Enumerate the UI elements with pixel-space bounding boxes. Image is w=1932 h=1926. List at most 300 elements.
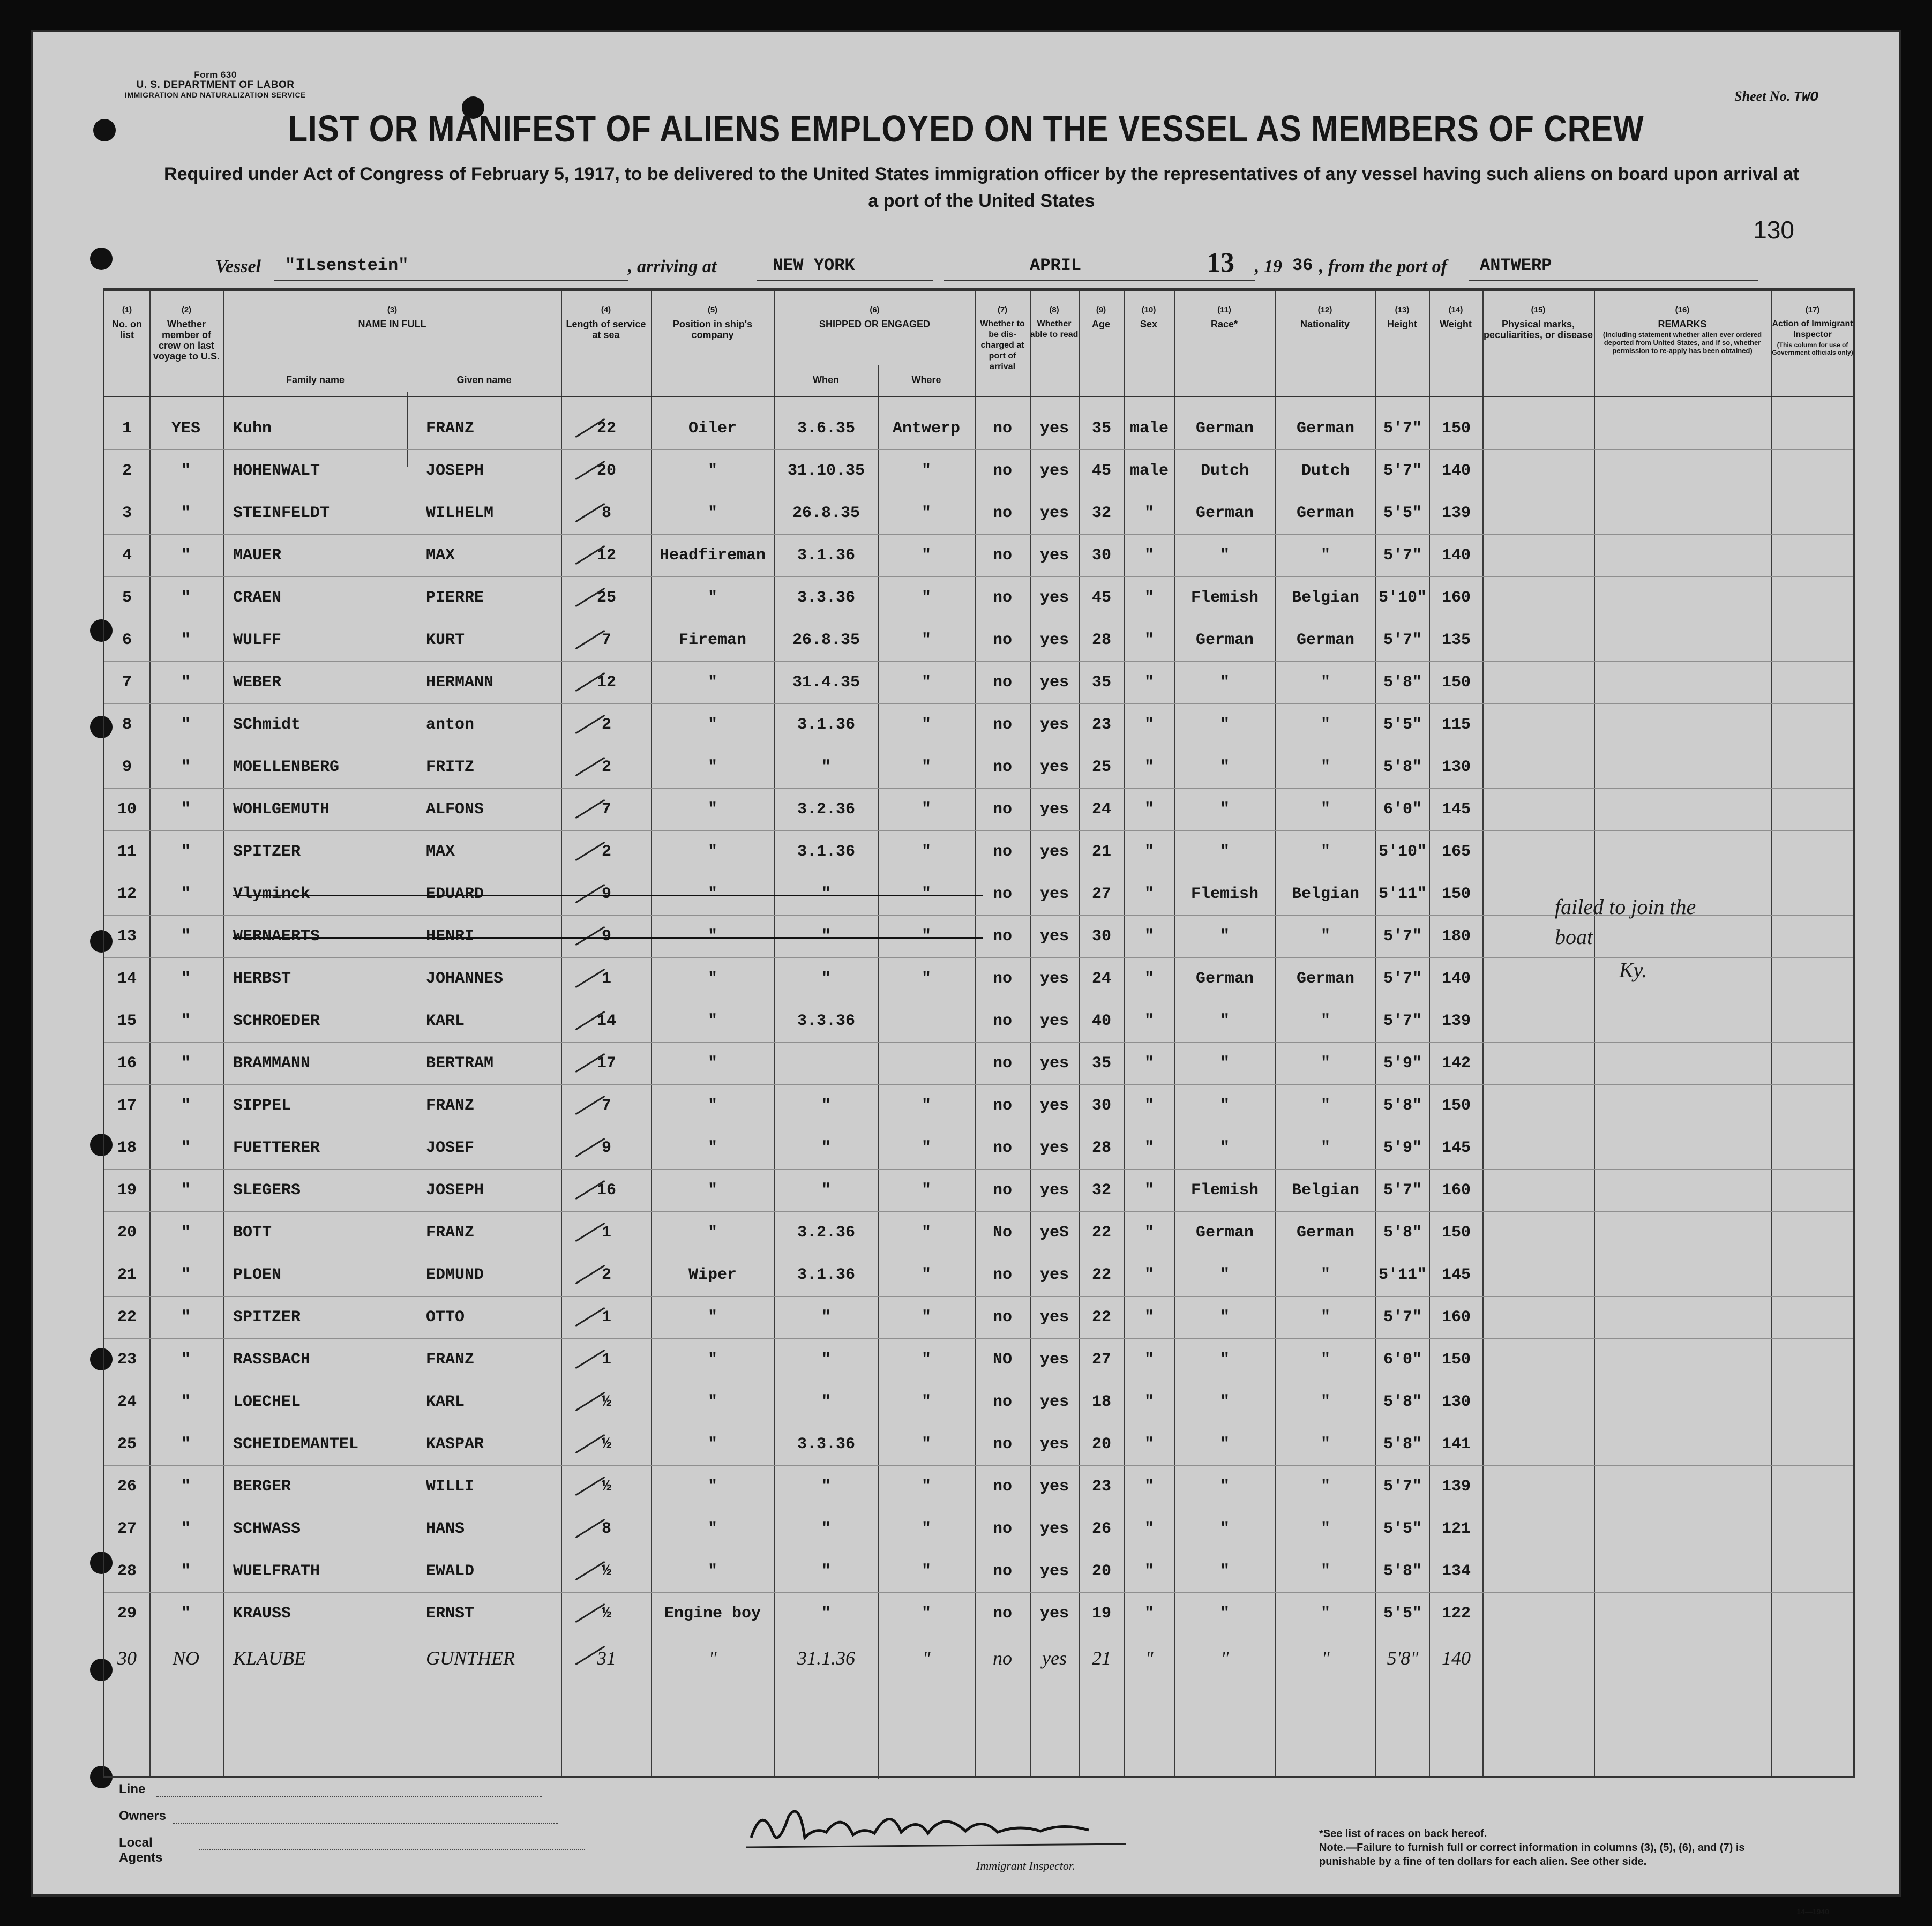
row-family-name: CRAEN (233, 589, 282, 607)
row-shipped-when: " (821, 1562, 831, 1580)
row-nationality: " (1320, 1054, 1330, 1073)
row-weight: 141 (1441, 1435, 1471, 1453)
row-nationality: " (1320, 716, 1330, 734)
row-able-to-read: yes (1039, 970, 1069, 988)
row-shipped-when: " (821, 758, 831, 776)
row-previous-voyage: " (181, 1139, 191, 1157)
arriving-port: NEW YORK (773, 256, 855, 275)
row-position: " (707, 1224, 717, 1242)
row-discharged: no (992, 631, 1012, 649)
row-able-to-read: yes (1039, 758, 1069, 776)
row-able-to-read: yes (1039, 1097, 1069, 1115)
row-age: 35 (1091, 673, 1111, 692)
row-race: " (1219, 1351, 1230, 1369)
row-shipped-when: " (821, 1308, 831, 1327)
row-able-to-read: yes (1039, 800, 1069, 819)
row-weight: 139 (1441, 504, 1471, 522)
row-given-name: EDUARD (426, 885, 484, 903)
row-nationality: Belgian (1291, 589, 1360, 607)
arriving-label: , arriving at (628, 257, 717, 276)
row-race: " (1219, 1054, 1230, 1073)
row-number: 14 (117, 970, 137, 988)
row-previous-voyage: " (181, 1224, 191, 1242)
row-length-of-service: 9 (601, 885, 611, 903)
row-given-name: JOSEPH (426, 462, 484, 480)
row-length-of-service: 16 (596, 1181, 616, 1200)
col-header-length: (4) Length of service at sea (566, 305, 646, 340)
row-length-of-service: 9 (601, 1139, 611, 1157)
row-given-name: FRITZ (426, 758, 475, 776)
row-discharged: No (992, 1224, 1012, 1242)
row-nationality: " (1320, 1435, 1330, 1453)
row-shipped-where: " (921, 1435, 931, 1453)
row-number: 9 (122, 758, 132, 776)
row-number: 4 (122, 546, 132, 565)
row-number: 3 (122, 504, 132, 522)
row-sex: " (1144, 927, 1154, 946)
row-shipped-when: 3.1.36 (797, 546, 856, 565)
row-shipped-when: " (821, 970, 831, 988)
row-length-of-service: 1 (601, 1351, 611, 1369)
form-number: Form 630 (194, 70, 237, 80)
row-shipped-when: " (821, 1520, 831, 1538)
row-weight: 145 (1441, 1266, 1471, 1284)
row-sex: male (1129, 419, 1169, 438)
row-number: 21 (117, 1266, 137, 1284)
row-nationality: " (1320, 1562, 1330, 1580)
row-age: 35 (1091, 419, 1111, 438)
row-age: 27 (1091, 885, 1111, 903)
sheet-number (1734, 88, 1818, 105)
row-discharged: no (992, 1435, 1012, 1453)
row-previous-voyage: " (181, 1435, 191, 1453)
row-family-name: SCHEIDEMANTEL (233, 1435, 359, 1453)
row-discharged: no (992, 673, 1012, 692)
row-family-name: HOHENWALT (233, 462, 320, 480)
row-previous-voyage: " (181, 1520, 191, 1538)
row-position: " (707, 462, 717, 480)
row-weight: 150 (1441, 885, 1471, 903)
row-height: 5'8" (1383, 1435, 1422, 1453)
arrival-year: 36 (1292, 256, 1313, 275)
row-weight: 140 (1441, 462, 1471, 480)
row-sex: " (1144, 1605, 1154, 1623)
row-previous-voyage: " (181, 758, 191, 776)
row-shipped-where: " (921, 589, 931, 607)
row-shipped-when: 3.3.36 (797, 1012, 856, 1030)
row-previous-voyage: " (181, 546, 191, 565)
row-family-name: STEINFELDT (233, 504, 330, 522)
row-given-name: JOSEPH (426, 1181, 484, 1200)
row-given-name: ALFONS (426, 800, 484, 819)
row-discharged: no (992, 1562, 1012, 1580)
row-length-of-service: ½ (601, 1393, 611, 1411)
row-nationality: " (1320, 1097, 1330, 1115)
row-previous-voyage: " (181, 1012, 191, 1030)
row-given-name: EWALD (426, 1562, 475, 1580)
row-shipped-where: " (921, 1562, 931, 1580)
row-given-name: FRANZ (426, 1351, 475, 1369)
row-sex: " (1144, 504, 1154, 522)
row-discharged: no (992, 546, 1012, 565)
row-position: " (707, 1435, 717, 1453)
row-nationality: " (1320, 673, 1330, 692)
row-position: Headfireman (659, 546, 766, 565)
row-age: 21 (1091, 843, 1111, 861)
row-number: 26 (117, 1478, 137, 1496)
race-note: *See list of races on back hereof. (1319, 1828, 1487, 1840)
row-given-name: KASPAR (426, 1435, 484, 1453)
row-previous-voyage: " (181, 673, 191, 692)
row-given-name: FRANZ (426, 1224, 475, 1242)
table-row (104, 1635, 1853, 1677)
action-column-note: (This column for use of Government officials only) (1772, 341, 1853, 356)
row-position: " (707, 1139, 717, 1157)
row-length-of-service: 22 (596, 419, 616, 438)
row-discharged: no (992, 1478, 1012, 1496)
row-position: " (707, 1012, 717, 1030)
row-height: 5'7" (1383, 1478, 1422, 1496)
local-agents-label: Local Agents (119, 1835, 163, 1865)
row-weight: 150 (1441, 1097, 1471, 1115)
remarks-initials: Ky. (1619, 958, 1648, 982)
row-length-of-service: 17 (596, 1054, 616, 1073)
row-race: German (1195, 970, 1254, 988)
row-shipped-when: 3.3.36 (797, 1435, 856, 1453)
crew-table (103, 288, 1855, 1778)
row-family-name: PLOEN (233, 1266, 282, 1284)
row-nationality: " (1320, 800, 1330, 819)
from-label: , from the port of (1319, 257, 1447, 276)
row-age: 30 (1091, 546, 1111, 565)
row-sex: " (1144, 1139, 1154, 1157)
row-race: " (1220, 1647, 1229, 1669)
row-previous-voyage: " (181, 885, 191, 903)
row-sex: " (1144, 1308, 1154, 1327)
row-discharged: no (992, 1054, 1012, 1073)
row-position: Wiper (688, 1266, 737, 1284)
row-nationality: " (1320, 1605, 1330, 1623)
row-number: 7 (122, 673, 132, 692)
row-nationality: " (1320, 843, 1330, 861)
remarks-note (1555, 892, 1726, 985)
row-sex: " (1144, 1012, 1154, 1030)
row-position: Fireman (678, 631, 747, 649)
row-discharged: no (992, 843, 1012, 861)
row-shipped-where: " (921, 1605, 931, 1623)
row-age: 20 (1091, 1435, 1111, 1453)
row-given-name: ERNST (426, 1605, 475, 1623)
row-height: 5'10" (1378, 589, 1427, 607)
row-weight: 160 (1441, 1181, 1471, 1200)
table-row (104, 1550, 1853, 1592)
col-header-action: (17) Action of Immigrant Inspector (This column for use of Government officials only) (1771, 305, 1854, 356)
row-able-to-read: yes (1039, 1181, 1069, 1200)
row-weight: 145 (1441, 800, 1471, 819)
row-discharged: no (992, 1520, 1012, 1538)
row-sex: " (1144, 970, 1154, 988)
row-length-of-service: 20 (596, 462, 616, 480)
row-discharged: no (992, 927, 1012, 946)
row-number: 16 (117, 1054, 137, 1073)
row-shipped-when: " (821, 1478, 831, 1496)
footer-notes (1319, 1827, 1801, 1869)
row-family-name: SPITZER (233, 843, 301, 861)
strikethrough-line (233, 937, 983, 939)
from-port: ANTWERP (1480, 256, 1552, 275)
row-shipped-when: 26.8.35 (792, 631, 860, 649)
row-shipped-when: 3.2.36 (797, 1224, 856, 1242)
row-nationality: " (1320, 1478, 1330, 1496)
row-length-of-service: 1 (601, 1308, 611, 1327)
row-number: 23 (117, 1351, 137, 1369)
row-shipped-when: " (821, 927, 831, 946)
col-header-nationality: (12) Nationality (1300, 305, 1350, 329)
row-race: " (1219, 1012, 1230, 1030)
row-given-name: KARL (426, 1012, 465, 1030)
row-nationality: German (1296, 970, 1355, 988)
row-previous-voyage: " (181, 1308, 191, 1327)
row-family-name: SCHROEDER (233, 1012, 320, 1030)
manifest-sheet (31, 30, 1901, 1916)
row-age: 25 (1091, 758, 1111, 776)
row-nationality: German (1296, 1224, 1355, 1242)
row-nationality: " (1321, 1647, 1330, 1669)
sheet-number-label: Sheet No. (1734, 88, 1791, 104)
row-family-name: WOHLGEMUTH (233, 800, 330, 819)
row-able-to-read: yes (1039, 1520, 1069, 1538)
row-nationality: " (1320, 546, 1330, 565)
row-given-name: KARL (426, 1393, 465, 1411)
row-race: Flemish (1190, 1181, 1259, 1200)
row-age: 26 (1091, 1520, 1111, 1538)
arrival-day: 13 (1207, 248, 1234, 278)
row-race: " (1219, 1393, 1230, 1411)
row-height: 5'8" (1383, 673, 1422, 692)
row-race: " (1219, 1478, 1230, 1496)
row-shipped-where: " (921, 758, 931, 776)
row-shipped-when: " (821, 1181, 831, 1200)
row-shipped-where: " (922, 1647, 931, 1669)
row-number: 19 (117, 1181, 137, 1200)
row-discharged: NO (992, 1351, 1012, 1369)
col-header-height: (13) Height (1387, 305, 1417, 329)
row-age: 28 (1091, 1139, 1111, 1157)
col-header-name: (3) NAME IN FULL (358, 305, 426, 329)
inspector-label: Immigrant Inspector. (976, 1859, 1075, 1872)
row-sex: " (1144, 1435, 1154, 1453)
row-nationality: German (1296, 419, 1355, 438)
row-weight: 150 (1441, 673, 1471, 692)
row-nationality: Dutch (1301, 462, 1350, 480)
row-previous-voyage: " (181, 1478, 191, 1496)
page-number: 130 (1753, 216, 1794, 244)
row-weight: 139 (1441, 1478, 1471, 1496)
row-sex: " (1144, 1351, 1154, 1369)
row-family-name: BRAMMANN (233, 1054, 311, 1073)
row-number: 28 (117, 1562, 137, 1580)
row-able-to-read: yes (1039, 589, 1069, 607)
row-family-name: SIPPEL (233, 1097, 291, 1115)
row-able-to-read: yes (1039, 1351, 1069, 1369)
row-position: " (707, 970, 717, 988)
row-shipped-where: " (921, 1308, 931, 1327)
table-row (104, 1381, 1853, 1423)
row-family-name: LOECHEL (233, 1393, 301, 1411)
row-length-of-service: ½ (601, 1435, 611, 1453)
row-discharged: no (992, 1181, 1012, 1200)
row-age: 22 (1091, 1308, 1111, 1327)
row-nationality: " (1320, 1308, 1330, 1327)
row-sex: " (1144, 885, 1154, 903)
row-position: " (707, 673, 717, 692)
row-height: 5'5" (1383, 504, 1422, 522)
col-header-prev: (2) Whether member of crew on last voyage to U.S. (153, 305, 220, 362)
row-height: 5'9" (1383, 1054, 1422, 1073)
row-shipped-where: " (921, 1139, 931, 1157)
row-discharged: no (992, 1266, 1012, 1284)
row-length-of-service: 12 (596, 546, 616, 565)
row-height: 5'11" (1378, 1266, 1427, 1284)
table-row (104, 704, 1853, 746)
row-height: 5'7" (1383, 927, 1422, 946)
table-row (104, 1212, 1853, 1254)
row-weight: 150 (1441, 1224, 1471, 1242)
row-able-to-read: yes (1042, 1647, 1067, 1669)
row-family-name: BOTT (233, 1224, 272, 1242)
row-shipped-when: 31.1.36 (797, 1647, 855, 1669)
table-row (104, 1254, 1853, 1296)
page-title: LIST OR MANIFEST OF ALIENS EMPLOYED ON THE VESSEL AS MEMBERS OF CREW (288, 108, 1644, 149)
row-race: " (1219, 1562, 1230, 1580)
vessel-name: "ILsenstein" (285, 256, 409, 275)
row-number: 15 (117, 1012, 137, 1030)
row-number: 12 (117, 885, 137, 903)
subheader-given-name: Given name (456, 374, 512, 385)
row-weight: 139 (1441, 1012, 1471, 1030)
row-weight: 180 (1441, 927, 1471, 946)
row-length-of-service: ½ (601, 1478, 611, 1496)
row-discharged: no (992, 800, 1012, 819)
row-sex: " (1144, 546, 1154, 565)
row-previous-voyage: " (181, 462, 191, 480)
subheader-when: When (813, 374, 839, 385)
col-header-weight: (14) Weight (1440, 305, 1472, 329)
row-family-name: WUELFRATH (233, 1562, 320, 1580)
penalty-note: Note.—Failure to furnish full or correct information in columns (3), (5), (6), and (7) is punishable by a fine of ten dollars for each alien. See other side. (1319, 1842, 1745, 1868)
row-shipped-when: " (821, 1605, 831, 1623)
row-shipped-where: " (921, 1181, 931, 1200)
table-row (104, 831, 1853, 873)
row-race: German (1195, 1224, 1254, 1242)
row-nationality: " (1320, 1012, 1330, 1030)
row-able-to-read: yes (1039, 1266, 1069, 1284)
col-header-race: (11) Race* (1210, 305, 1238, 329)
row-length-of-service: 2 (601, 1266, 611, 1284)
row-family-name: KRAUSS (233, 1605, 291, 1623)
row-length-of-service: 25 (596, 589, 616, 607)
row-race: " (1219, 716, 1230, 734)
table-row (104, 746, 1853, 788)
row-previous-voyage: " (181, 1393, 191, 1411)
row-position: Oiler (688, 419, 737, 438)
row-previous-voyage: " (181, 1097, 191, 1115)
row-able-to-read: yes (1039, 1478, 1069, 1496)
row-height: 5'11" (1378, 885, 1427, 903)
row-race: " (1219, 1139, 1230, 1157)
row-shipped-where: " (921, 800, 931, 819)
row-race: " (1219, 1097, 1230, 1115)
table-row (104, 535, 1853, 576)
row-previous-voyage: " (181, 631, 191, 649)
row-age: 21 (1092, 1647, 1111, 1669)
row-family-name: Kuhn (233, 419, 272, 438)
row-able-to-read: yes (1039, 843, 1069, 861)
table-row (104, 1127, 1853, 1169)
row-number: 6 (122, 631, 132, 649)
row-discharged: no (992, 1139, 1012, 1157)
row-previous-voyage: NO (172, 1647, 199, 1669)
row-previous-voyage: " (181, 1605, 191, 1623)
row-position: " (707, 1562, 717, 1580)
row-age: 23 (1091, 716, 1111, 734)
row-shipped-where: Antwerp (892, 419, 961, 438)
row-weight: 130 (1441, 758, 1471, 776)
row-position: " (707, 1351, 717, 1369)
row-given-name: PIERRE (426, 589, 484, 607)
row-given-name: FRANZ (426, 419, 475, 438)
row-discharged: no (992, 589, 1012, 607)
row-discharged: no (992, 419, 1012, 438)
row-shipped-when: " (821, 885, 831, 903)
row-weight: 121 (1441, 1520, 1471, 1538)
sheet-number-value: TWO (1793, 89, 1818, 105)
row-sex: " (1144, 1393, 1154, 1411)
table-row (104, 1466, 1853, 1508)
row-shipped-when: 31.4.35 (792, 673, 860, 692)
row-position: " (707, 589, 717, 607)
row-shipped-where: " (921, 1266, 931, 1284)
row-shipped-when: " (821, 1351, 831, 1369)
row-able-to-read: yes (1039, 1393, 1069, 1411)
row-age: 30 (1091, 927, 1111, 946)
row-length-of-service: 2 (601, 758, 611, 776)
owners-label: Owners (119, 1809, 167, 1823)
table-row (104, 1000, 1853, 1042)
row-weight: 140 (1441, 970, 1471, 988)
row-race: " (1219, 546, 1230, 565)
row-length-of-service: 7 (601, 631, 611, 649)
row-given-name: FRANZ (426, 1097, 475, 1115)
row-shipped-where: " (921, 462, 931, 480)
row-position: Engine boy (664, 1605, 761, 1623)
row-height: 5'7" (1383, 546, 1422, 565)
row-able-to-read: yes (1039, 1562, 1069, 1580)
row-sex: " (1144, 1562, 1154, 1580)
table-row (104, 1085, 1853, 1127)
row-number: 10 (117, 800, 137, 819)
row-race: Flemish (1190, 885, 1259, 903)
form-department: U. S. DEPARTMENT OF LABOR (136, 79, 295, 91)
page-subtitle: Required under Act of Congress of February 5, 1917, to be delivered to the United States immigration officer by the representatives of any vessel having such aliens on board upon arrival at a port of the United States (164, 164, 1799, 211)
row-nationality: " (1320, 1351, 1330, 1369)
form-heading (103, 70, 328, 100)
row-height: 5'8" (1383, 1224, 1422, 1242)
row-age: 27 (1091, 1351, 1111, 1369)
row-able-to-read: yes (1039, 673, 1069, 692)
row-number: 11 (117, 843, 137, 861)
row-shipped-when: 3.1.36 (797, 843, 856, 861)
